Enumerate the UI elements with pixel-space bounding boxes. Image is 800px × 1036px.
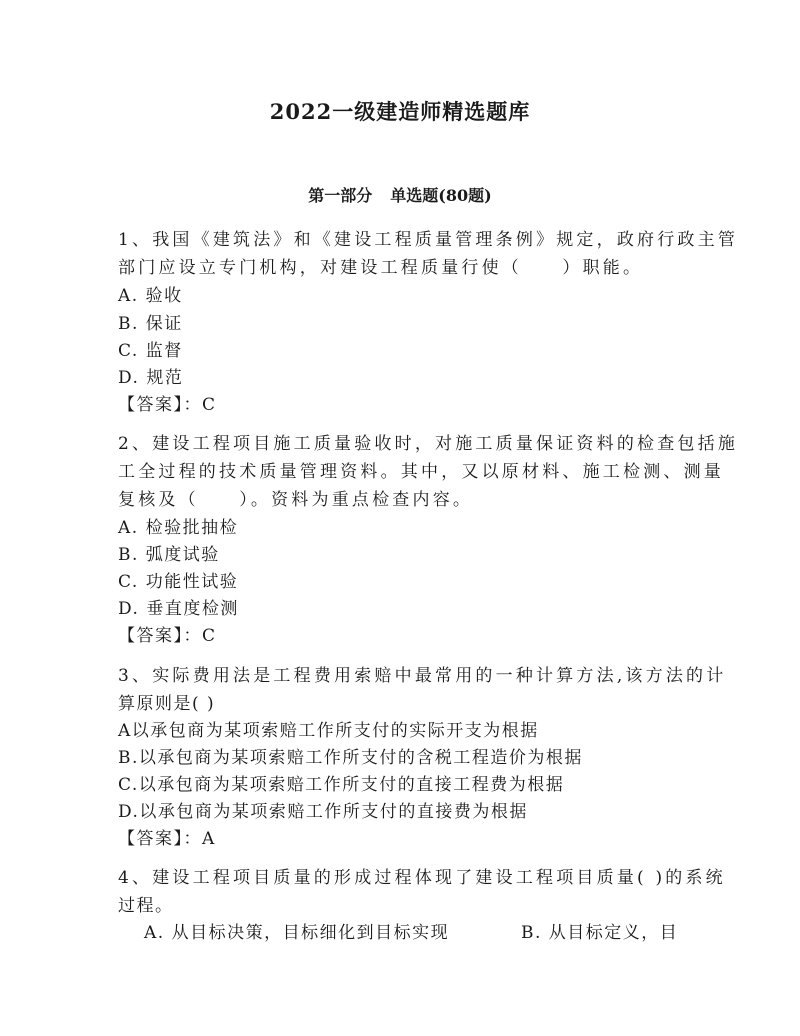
q2-option-b: B. 弧度试验 <box>118 545 220 565</box>
q1-option-d: D. 规范 <box>118 368 184 388</box>
q3-answer: 【答案】：A <box>118 829 216 849</box>
q3-stem-line2: 算原则是( ) <box>118 694 216 714</box>
q1-option-a: A. 验收 <box>118 286 183 306</box>
q4-option-b: B. 从目标定义，目 <box>521 923 679 943</box>
q4-option-a: A. 从目标决策，目标细化到目标实现 <box>144 923 450 943</box>
section-heading <box>0 183 800 206</box>
q2-option-d: D. 垂直度检测 <box>118 599 239 619</box>
section-part: 第一部分 <box>308 186 373 205</box>
document-title: 2022一级建造师精选题库 <box>269 99 531 124</box>
q1-stem-line1: 1、我国《建筑法》和《建设工程质量管理条例》规定，政府行政主管 <box>118 230 739 250</box>
q1-stem-line2: 部门应设立专门机构，对建设工程质量行使（ ）职能。 <box>118 258 644 278</box>
q3-option-a: A以承包商为某项索赔工作所支付的实际开支为根据 <box>118 721 539 741</box>
q1-answer: 【答案】：C <box>118 395 217 415</box>
section-name: 单选题(80题) <box>390 186 492 205</box>
q2-option-c: C. 功能性试验 <box>118 572 239 592</box>
q2-stem-line2: 工全过程的技术质量管理资料。其中，又以原材料、施工检测、测量 <box>118 462 724 482</box>
q3-option-c: C.以承包商为某项索赔工作所支付的直接工程费为根据 <box>118 775 565 795</box>
q1-option-b: B. 保证 <box>118 314 183 334</box>
q2-stem-line1: 2、建设工程项目施工质量验收时，对施工质量保证资料的检查包括施 <box>118 434 739 454</box>
q1-option-c: C. 监督 <box>118 341 183 361</box>
q2-option-a: A. 检验批抽检 <box>118 518 239 538</box>
q4-stem-line1: 4、建设工程项目质量的形成过程体现了建设工程项目质量( )的系统 <box>118 868 726 888</box>
q3-option-b: B.以承包商为某项索赔工作所支付的含税工程造价为根据 <box>118 748 583 768</box>
q2-answer: 【答案】：C <box>118 626 217 646</box>
q4-stem-line2: 过程。 <box>118 896 174 916</box>
q2-stem-line3: 复核及（ ）。资料为重点检查内容。 <box>118 490 474 510</box>
q3-stem-line1: 3、实际费用法是工程费用索赔中最常用的一种计算方法,该方法的计 <box>118 666 727 686</box>
q3-option-d: D.以承包商为某项索赔工作所支付的直接费为根据 <box>118 802 528 822</box>
